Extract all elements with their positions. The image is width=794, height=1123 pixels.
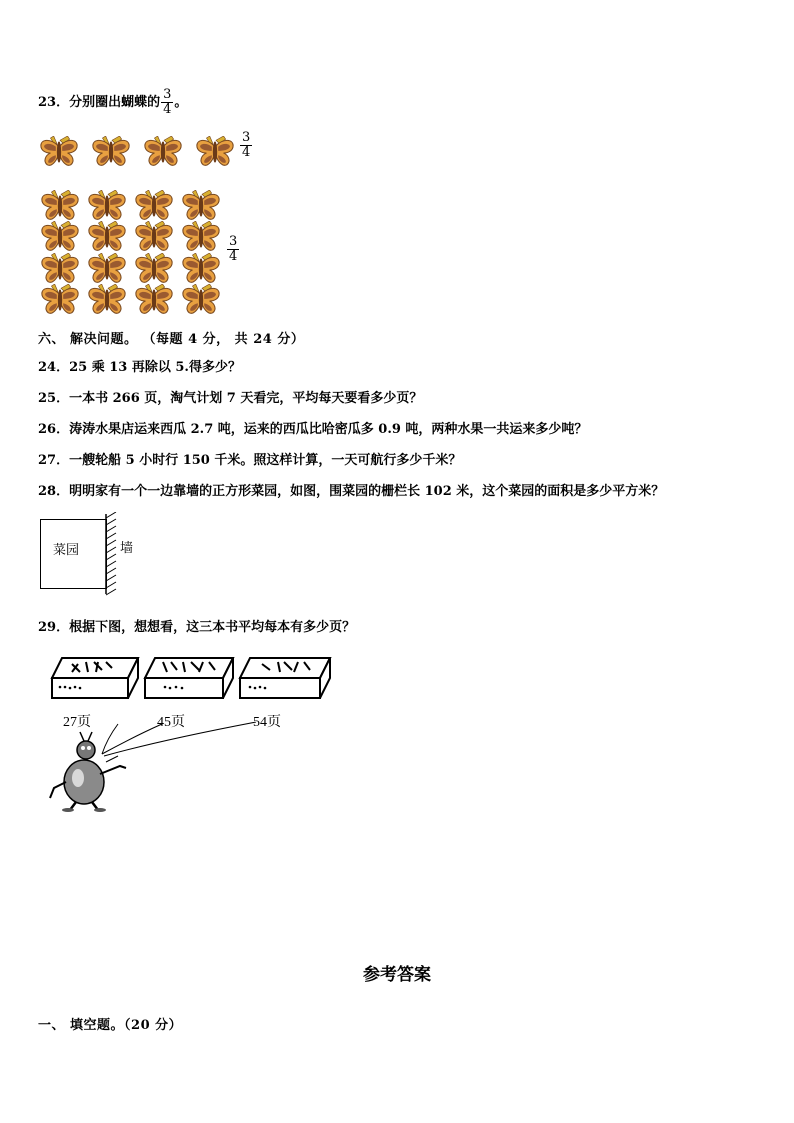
butterfly-icon (134, 221, 174, 253)
garden-label: 菜园 (53, 543, 80, 558)
question-23: 23．分别圈出蝴蝶的 $\frac{3}{4}$ 。 (38, 87, 188, 117)
butterfly-icon (181, 284, 221, 316)
group2-fraction: $\frac{3}{4}$ (229, 234, 238, 264)
butterfly-icon (40, 253, 80, 285)
butterfly-icon (181, 190, 221, 222)
group1-fraction: $\frac{3}{4}$ (242, 130, 251, 160)
butterfly-icon (91, 136, 131, 168)
answer-section-1-heading: 一、 填空题。（20 分） (38, 1018, 183, 1033)
question-26: 26．涛涛水果店运来西瓜 2.7 吨，运来的西瓜比哈密瓜多 0.9 吨，两种水果一共运来多少吨？ (38, 422, 588, 437)
butterfly-icon (40, 190, 80, 222)
butterfly-icon (39, 136, 79, 168)
butterfly-icon (134, 284, 174, 316)
butterfly-icon (87, 190, 127, 222)
book-3-pages: 54页 (253, 715, 281, 730)
butterfly-icon (195, 136, 235, 168)
butterfly-icon (134, 190, 174, 222)
book-2-icon (143, 654, 237, 704)
butterfly-icon (40, 284, 80, 316)
wall-label: 墙 (120, 541, 134, 556)
question-27: 27．一艘轮船 5 小时行 150 千米。照这样计算，一天可航行多少千米？ (38, 453, 462, 468)
question-24: 24．25 乘 13 再除以 5.得多少？ (38, 360, 241, 375)
question-28: 28．明明家有一个一边靠墙的正方形菜园，如图，围菜园的栅栏长 102 米，这个菜园的面积是多少平方米？ (38, 484, 665, 499)
butterfly-icon (134, 253, 174, 285)
book-1-icon (50, 654, 142, 704)
question-25: 25．一本书 266 页，淘气计划 7 天看完，平均每天要看多少页？ (38, 391, 423, 406)
section-6-heading: 六、 解决问题。 （每题 4 分， 共 24 分） (38, 332, 305, 347)
bug-character-icon (44, 722, 304, 812)
question-29: 29．根据下图，想想看，这三本书平均每本有多少页？ (38, 620, 356, 635)
butterfly-icon (181, 253, 221, 285)
book-1-pages: 27页 (63, 715, 91, 730)
butterfly-icon (40, 221, 80, 253)
q23-prefix: 23．分别圈出蝴蝶的 (38, 95, 161, 110)
butterfly-icon (181, 221, 221, 253)
book-2-pages: 45页 (157, 715, 185, 730)
butterfly-icon (143, 136, 183, 168)
answer-key-title: 参考答案 (363, 965, 431, 985)
book-3-icon (238, 654, 334, 704)
butterfly-icon (87, 253, 127, 285)
butterfly-icon (87, 221, 127, 253)
butterfly-icon (87, 284, 127, 316)
q23-fraction: $\frac{3}{4}$ (163, 87, 172, 117)
